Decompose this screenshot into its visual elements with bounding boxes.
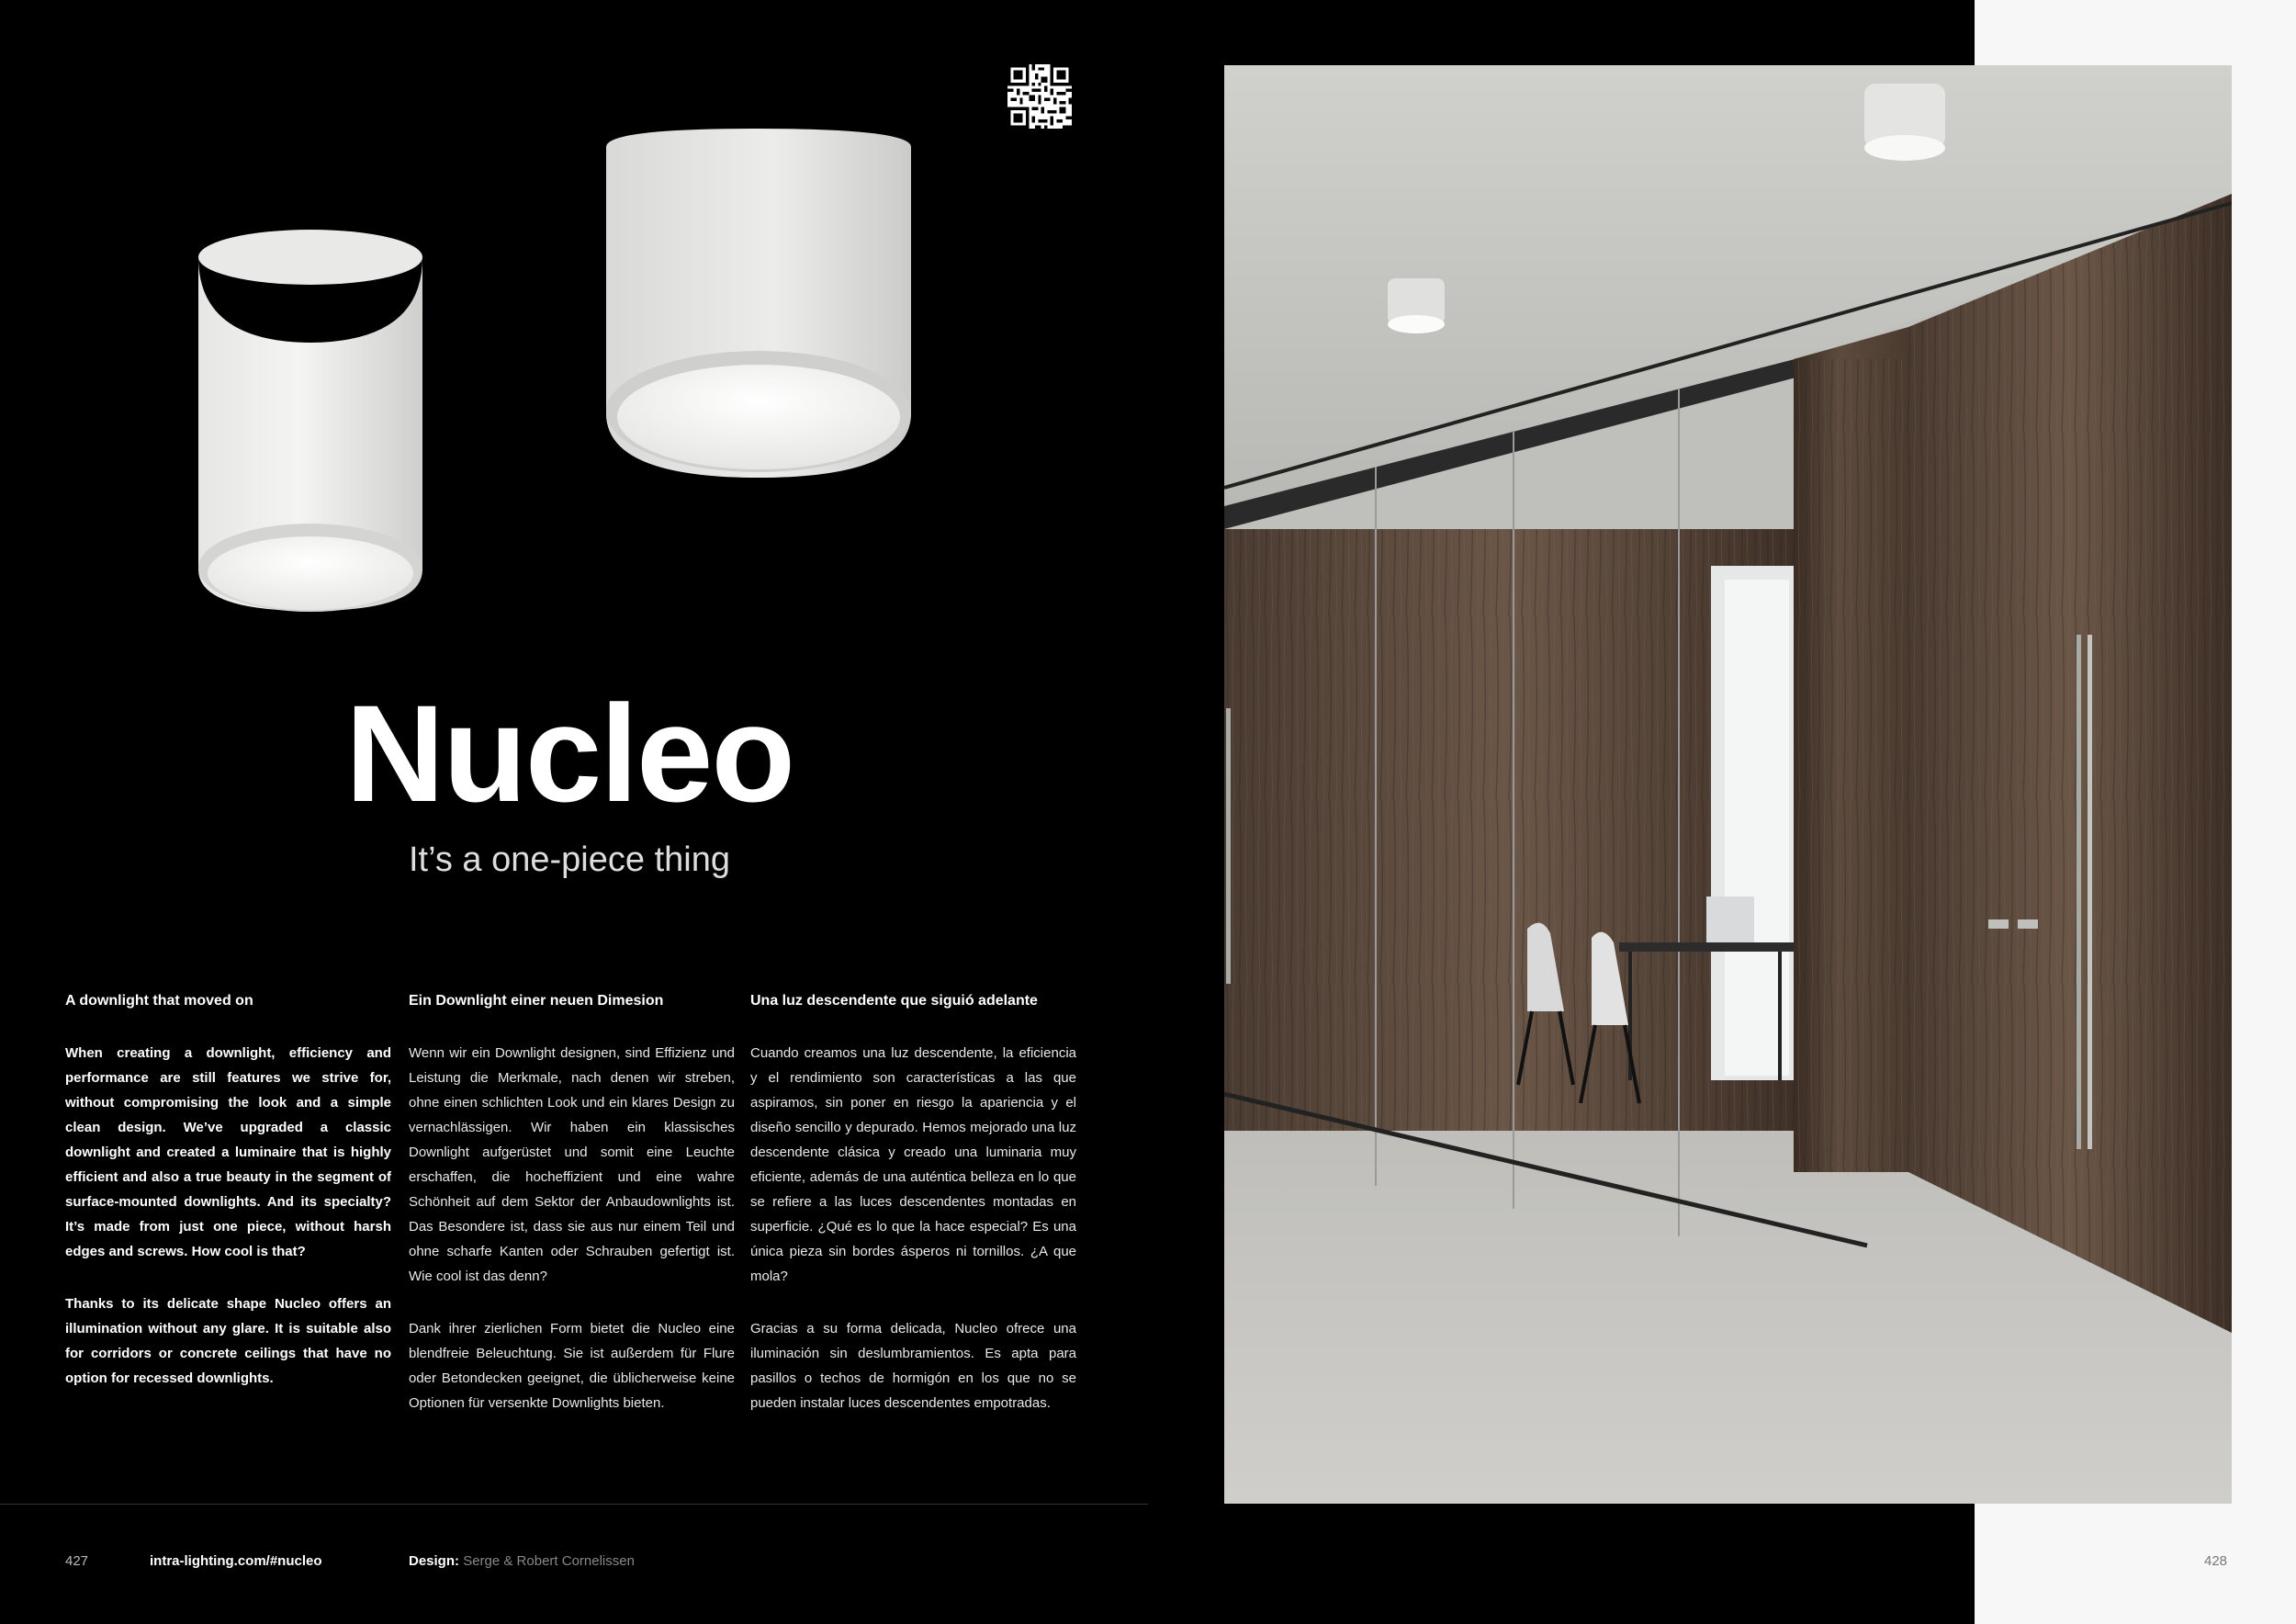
designer-credit	[409, 1553, 635, 1569]
ceiling-luminaire-small	[1388, 278, 1445, 333]
column-paragraph: When creating a downlight, efficiency and performance are still features we strive for, without compromising the look and a simple clean design. We’ve upgraded a classic downlight and created a luminaire that is highly efficient and also a true beauty in the segment of surface-mounted downlights. And its specialty? It’s made from just one piece, without harsh edges and screws. How cool is that?	[65, 1045, 391, 1259]
page-number-left: 427	[65, 1553, 89, 1569]
footer-divider	[0, 1504, 1148, 1505]
column-german	[409, 990, 735, 1415]
product-title: Nucleo	[344, 676, 794, 830]
column-paragraph: Cuando creamos una luz descendente, la eficiencia y el rendimiento son características a las que aspiramos, sin poner en riesgo la apariencia y el diseño sencillo y depurado. Hemos mejorado una luz descendente clásica y creado una luminaria muy eficiente, además de una auténtica belleza en lo que se refiere a las luces descendentes montadas en superficie. ¿Qué es lo que la hace especial? Es una única pieza sin bordes ásperos ni tornillos. ¿A que mola?	[750, 1045, 1076, 1284]
column-english	[65, 990, 391, 1391]
product-url-link[interactable]: intra-lighting.com/#nucleo	[150, 1553, 322, 1569]
column-spanish	[750, 990, 1076, 1415]
column-heading: A downlight that moved on	[65, 993, 253, 1009]
designer-name: Serge & Robert Cornelissen	[463, 1553, 635, 1569]
small-luminaire	[198, 230, 422, 612]
page-number-right: 428	[2204, 1553, 2228, 1569]
large-luminaire	[606, 129, 911, 478]
column-paragraph: Gracias a su forma delicada, Nucleo ofrece una iluminación sin deslumbramientos. Es apta para pasillos o techos de hormigón en los que no se pueden instalar luces descendentes empotradas.	[750, 1321, 1076, 1411]
column-paragraph: Thanks to its delicate shape Nucleo offers an illumination without any glare. It is suitable also for corridors or concrete ceilings that have no option for recessed downlights.	[65, 1296, 391, 1386]
interior-photo	[1224, 65, 2232, 1504]
ceiling-luminaire-large	[1864, 84, 1945, 161]
column-heading: Una luz descendente que siguió adelante	[750, 993, 1038, 1009]
column-paragraph: Wenn wir ein Downlight designen, sind Effizienz und Leistung die Merkmale, nach denen wir streben, ohne einen schlichten Look und ein klares Design zu vernachlässigen. Wir haben ein klassisches Downlight aufgerüstet und somit eine Leuchte erschaffen, die hocheffizient und eine wahre Schönheit auf dem Sektor der Anbaudownlights ist. Das Besondere ist, dass sie aus nur einem Teil und ohne scharfe Kanten oder Schrauben gefertigt ist. Wie cool ist das denn?	[409, 1045, 735, 1284]
product-tagline: It’s a one-piece thing	[409, 840, 730, 879]
designer-label: Design:	[409, 1553, 460, 1569]
column-heading: Ein Downlight einer neuen Dimesion	[409, 993, 664, 1009]
qr-code[interactable]	[1007, 64, 1072, 129]
column-paragraph: Dank ihrer zierlichen Form bietet die Nucleo eine blendfreie Beleuchtung. Sie ist außerdem für Flure oder Betondecken geeignet, die üblicherweise keine Optionen für versenkte Downlights bieten.	[409, 1321, 735, 1411]
product-render	[184, 119, 937, 634]
